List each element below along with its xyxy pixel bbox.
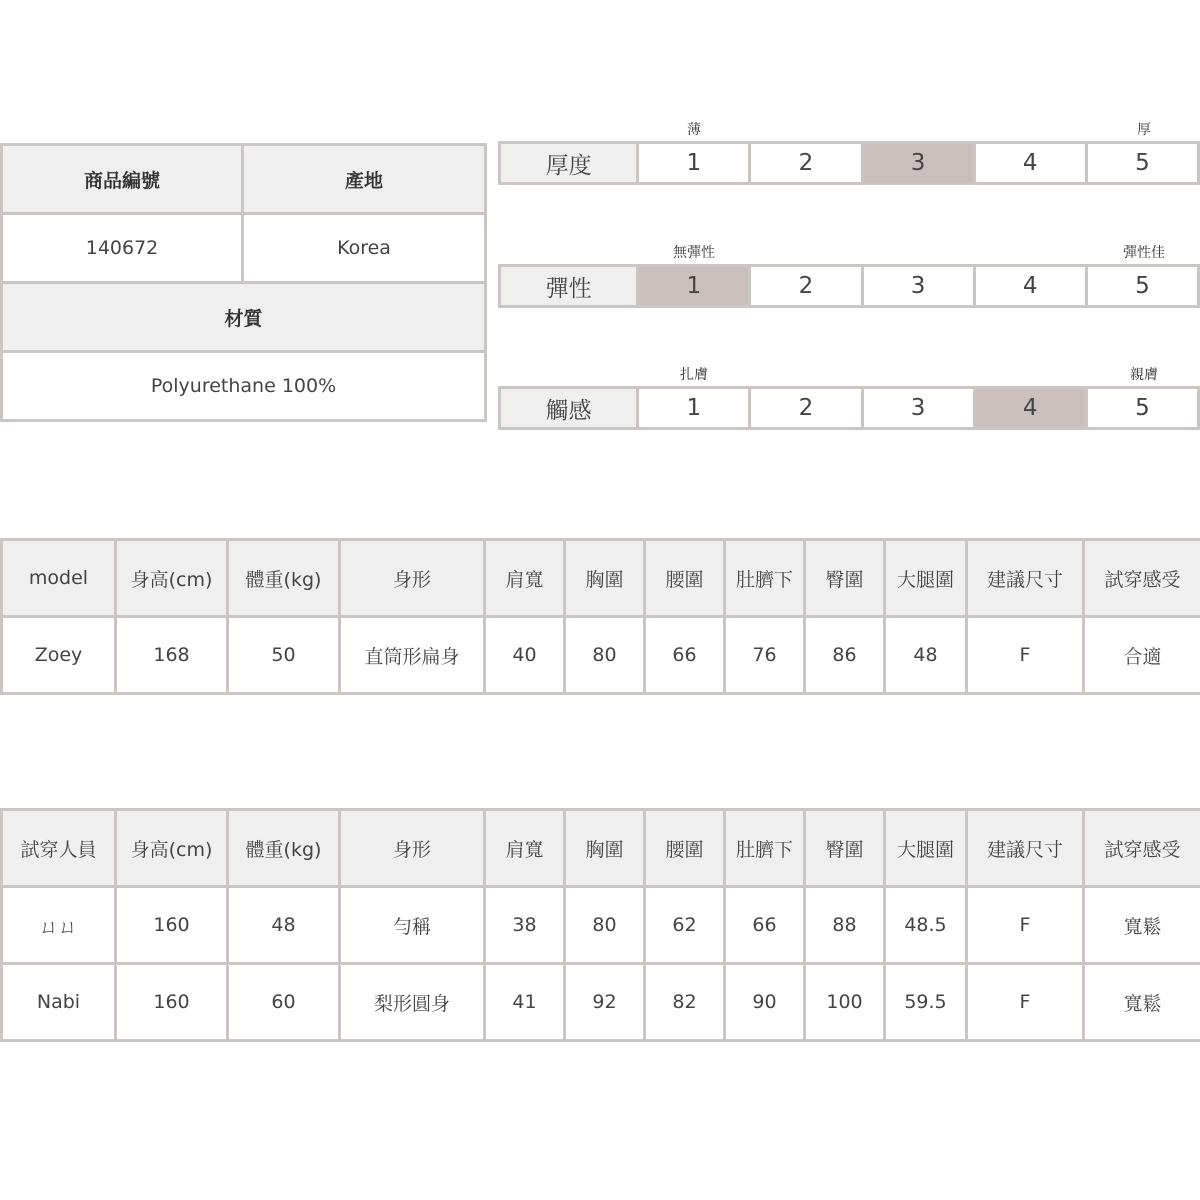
table-cell: 40 [485,617,565,694]
table-cell: 100 [805,964,885,1041]
rating-low-label: 扎膚 [680,367,708,383]
table-cell: 92 [565,964,645,1041]
table-cell: 168 [116,617,228,694]
table-cell: 寬鬆 [1084,964,1200,1041]
table-cell: 41 [485,964,565,1041]
table-cell: F [967,964,1084,1041]
table-cell: 160 [116,964,228,1041]
table-cell: 38 [485,887,565,964]
table-cell: 合適 [1084,617,1200,694]
header-cell: 體重(kg) [228,810,340,887]
table-cell: 86 [805,617,885,694]
header-cell: 建議尺寸 [967,810,1084,887]
table-cell: 48 [228,887,340,964]
rating-option: 5 [1086,266,1198,307]
table-cell: 50 [228,617,340,694]
model-size-table [0,538,1200,695]
rating-option: 1 [638,388,750,429]
header-cell: 肚臍下 [725,540,805,617]
rating-low-label: 無彈性 [673,245,715,261]
rating-option: 4 [974,266,1086,307]
table-header-row [2,540,1200,617]
material-label: 材質 [2,283,486,352]
rating-option: 2 [750,266,862,307]
rating-option: 5 [1086,388,1198,429]
table-cell: 59.5 [885,964,967,1041]
header-cell: 臀圍 [805,540,885,617]
header-cell: 腰圍 [645,810,725,887]
rating-elasticity [498,242,1200,308]
table-cell: 80 [565,887,645,964]
table-cell: 48.5 [885,887,967,964]
origin-value: Korea [243,214,486,283]
header-cell: 身高(cm) [116,810,228,887]
rating-name: 觸感 [500,388,638,429]
material-value: Polyurethane 100% [2,352,486,421]
table-cell: 寬鬆 [1084,887,1200,964]
header-cell: 肩寬 [485,810,565,887]
product-info-table [0,143,487,422]
header-cell: 腰圍 [645,540,725,617]
header-cell: 試穿感受 [1084,810,1200,887]
product-code-value: 140672 [2,214,243,283]
rating-high-label: 彈性佳 [1123,245,1165,261]
table-row [2,617,1200,694]
table-cell: 66 [725,887,805,964]
rating-option: 5 [1086,143,1198,184]
header-cell: 建議尺寸 [967,540,1084,617]
table-cell: 160 [116,887,228,964]
header-cell: 肚臍下 [725,810,805,887]
table-cell: 80 [565,617,645,694]
table-cell: Nabi [2,964,116,1041]
header-cell: 大腿圍 [885,540,967,617]
table-row [2,887,1200,964]
table-cell: 66 [645,617,725,694]
header-cell: 胸圍 [565,810,645,887]
rating-option-selected: 4 [974,388,1086,429]
table-cell: F [967,887,1084,964]
header-cell: 胸圍 [565,540,645,617]
header-cell: 身形 [340,540,485,617]
table-row [2,964,1200,1041]
table-cell: 48 [885,617,967,694]
header-cell: 身形 [340,810,485,887]
header-cell: 試穿感受 [1084,540,1200,617]
origin-label: 產地 [243,145,486,214]
header-cell: model [2,540,116,617]
table-cell: 90 [725,964,805,1041]
rating-option: 2 [750,388,862,429]
table-cell: 82 [645,964,725,1041]
rating-thickness [498,119,1200,185]
rating-touch [498,364,1200,430]
table-cell: 梨形圓身 [340,964,485,1041]
rating-option: 3 [862,266,974,307]
rating-name: 厚度 [500,143,638,184]
table-cell: 60 [228,964,340,1041]
header-cell: 臀圍 [805,810,885,887]
header-cell: 體重(kg) [228,540,340,617]
table-header-row [2,810,1200,887]
table-cell: Zoey [2,617,116,694]
rating-high-label: 親膚 [1130,367,1158,383]
table-cell: 62 [645,887,725,964]
rating-low-label: 薄 [687,122,701,138]
header-cell: 肩寬 [485,540,565,617]
rating-option: 2 [750,143,862,184]
rating-option-selected: 3 [862,143,974,184]
table-cell: 76 [725,617,805,694]
header-cell: 身高(cm) [116,540,228,617]
table-cell: 勻稱 [340,887,485,964]
table-cell: 88 [805,887,885,964]
header-cell: 大腿圍 [885,810,967,887]
rating-option: 4 [974,143,1086,184]
tester-size-table [0,808,1200,1042]
rating-option-selected: 1 [638,266,750,307]
table-cell: 直筒形扁身 [340,617,485,694]
table-cell: ㄩㄩ [2,887,116,964]
table-cell: F [967,617,1084,694]
rating-name: 彈性 [500,266,638,307]
rating-option: 3 [862,388,974,429]
rating-option: 1 [638,143,750,184]
rating-high-label: 厚 [1137,122,1151,138]
product-code-label: 商品編號 [2,145,243,214]
header-cell: 試穿人員 [2,810,116,887]
